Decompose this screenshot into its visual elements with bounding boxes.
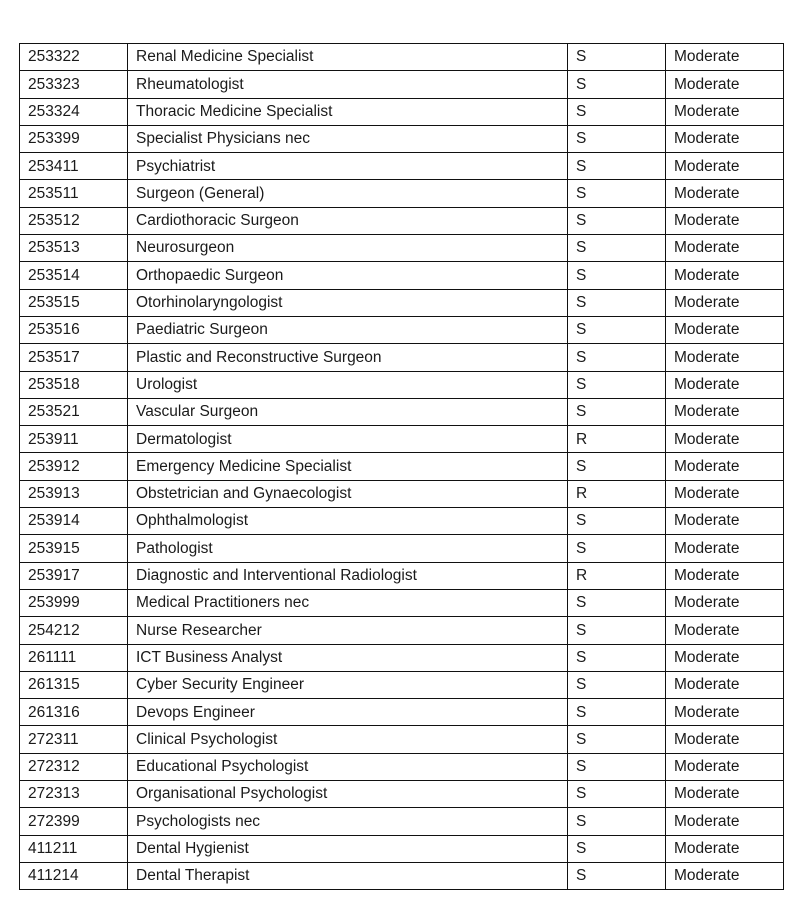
table-row [20,371,784,398]
occupation-name-cell: Psychologists nec [128,808,568,835]
table-row [20,71,784,98]
level-cell: Moderate [666,289,784,316]
occupation-code-cell: 272312 [20,753,128,780]
list-type-cell: S [568,180,666,207]
level-cell: Moderate [666,699,784,726]
list-type-cell: S [568,289,666,316]
list-type-cell: S [568,835,666,862]
occupation-name-cell: Devops Engineer [128,699,568,726]
level-cell: Moderate [666,508,784,535]
occupation-code-cell: 253517 [20,344,128,371]
occupation-name-cell: Urologist [128,371,568,398]
list-type-cell: S [568,699,666,726]
level-cell: Moderate [666,344,784,371]
level-cell: Moderate [666,671,784,698]
list-type-cell: R [568,480,666,507]
level-cell: Moderate [666,98,784,125]
list-type-cell: S [568,453,666,480]
occupation-name-cell: ICT Business Analyst [128,644,568,671]
list-type-cell: R [568,426,666,453]
table-row [20,153,784,180]
table-row [20,398,784,425]
level-cell: Moderate [666,180,784,207]
occupation-code-cell: 253912 [20,453,128,480]
occupation-name-cell: Vascular Surgeon [128,398,568,425]
level-cell: Moderate [666,235,784,262]
table-row [20,753,784,780]
occupation-name-cell: Medical Practitioners nec [128,589,568,616]
list-type-cell: S [568,644,666,671]
list-type-cell: S [568,98,666,125]
table-row [20,781,784,808]
level-cell: Moderate [666,480,784,507]
list-type-cell: S [568,44,666,71]
occupation-name-cell: Thoracic Medicine Specialist [128,98,568,125]
level-cell: Moderate [666,44,784,71]
list-type-cell: S [568,398,666,425]
occupation-name-cell: Educational Psychologist [128,753,568,780]
occupation-code-cell: 261316 [20,699,128,726]
table-row [20,726,784,753]
occupation-name-cell: Paediatric Surgeon [128,316,568,343]
level-cell: Moderate [666,808,784,835]
list-type-cell: S [568,535,666,562]
occupation-code-cell: 253324 [20,98,128,125]
occupation-code-cell: 253513 [20,235,128,262]
occupation-code-cell: 253913 [20,480,128,507]
table-row [20,508,784,535]
list-type-cell: S [568,125,666,152]
occupation-name-cell: Surgeon (General) [128,180,568,207]
list-type-cell: S [568,262,666,289]
occupation-name-cell: Ophthalmologist [128,508,568,535]
list-type-cell: S [568,617,666,644]
occupation-code-cell: 411211 [20,835,128,862]
occupation-code-cell: 253323 [20,71,128,98]
list-type-cell: S [568,862,666,889]
occupation-name-cell: Dental Therapist [128,862,568,889]
list-type-cell: S [568,344,666,371]
occupation-name-cell: Renal Medicine Specialist [128,44,568,71]
occupation-code-cell: 253915 [20,535,128,562]
table-row [20,617,784,644]
table-row [20,644,784,671]
list-type-cell: S [568,235,666,262]
occupation-code-cell: 253515 [20,289,128,316]
occupation-code-cell: 253521 [20,398,128,425]
table-row [20,453,784,480]
level-cell: Moderate [666,371,784,398]
level-cell: Moderate [666,262,784,289]
table-row [20,671,784,698]
table-row [20,862,784,889]
occupation-name-cell: Neurosurgeon [128,235,568,262]
list-type-cell: S [568,371,666,398]
level-cell: Moderate [666,644,784,671]
occupation-code-cell: 261111 [20,644,128,671]
occupation-name-cell: Orthopaedic Surgeon [128,262,568,289]
table-row [20,808,784,835]
occupation-table [19,43,784,890]
occupation-code-cell: 272313 [20,781,128,808]
occupation-code-cell: 272399 [20,808,128,835]
occupation-name-cell: Specialist Physicians nec [128,125,568,152]
level-cell: Moderate [666,453,784,480]
level-cell: Moderate [666,726,784,753]
level-cell: Moderate [666,589,784,616]
list-type-cell: S [568,153,666,180]
table-row [20,44,784,71]
level-cell: Moderate [666,426,784,453]
occupation-name-cell: Psychiatrist [128,153,568,180]
occupation-name-cell: Plastic and Reconstructive Surgeon [128,344,568,371]
list-type-cell: S [568,781,666,808]
occupation-code-cell: 261315 [20,671,128,698]
table-row [20,235,784,262]
level-cell: Moderate [666,398,784,425]
list-type-cell: S [568,671,666,698]
occupation-code-cell: 253999 [20,589,128,616]
table-row [20,125,784,152]
list-type-cell: S [568,808,666,835]
table-row [20,316,784,343]
level-cell: Moderate [666,71,784,98]
table-row [20,589,784,616]
level-cell: Moderate [666,125,784,152]
occupation-code-cell: 253914 [20,508,128,535]
table-row [20,480,784,507]
occupation-name-cell: Obstetrician and Gynaecologist [128,480,568,507]
occupation-code-cell: 253512 [20,207,128,234]
list-type-cell: S [568,71,666,98]
occupation-code-cell: 253322 [20,44,128,71]
occupation-code-cell: 253917 [20,562,128,589]
list-type-cell: S [568,753,666,780]
occupation-name-cell: Cyber Security Engineer [128,671,568,698]
occupation-code-cell: 253399 [20,125,128,152]
occupation-name-cell: Emergency Medicine Specialist [128,453,568,480]
occupation-code-cell: 272311 [20,726,128,753]
list-type-cell: S [568,207,666,234]
level-cell: Moderate [666,562,784,589]
occupation-name-cell: Diagnostic and Interventional Radiologist [128,562,568,589]
occupation-code-cell: 411214 [20,862,128,889]
occupation-code-cell: 253411 [20,153,128,180]
table-body [20,44,784,890]
occupation-code-cell: 253516 [20,316,128,343]
occupation-name-cell: Pathologist [128,535,568,562]
level-cell: Moderate [666,781,784,808]
occupation-name-cell: Dental Hygienist [128,835,568,862]
occupation-name-cell: Dermatologist [128,426,568,453]
level-cell: Moderate [666,153,784,180]
occupation-name-cell: Nurse Researcher [128,617,568,644]
occupation-name-cell: Otorhinolaryngologist [128,289,568,316]
occupation-code-cell: 253911 [20,426,128,453]
table-row [20,562,784,589]
table-row [20,426,784,453]
occupation-name-cell: Organisational Psychologist [128,781,568,808]
table-row [20,98,784,125]
level-cell: Moderate [666,316,784,343]
table-row [20,344,784,371]
table-row [20,699,784,726]
occupation-name-cell: Cardiothoracic Surgeon [128,207,568,234]
table-row [20,207,784,234]
table-row [20,289,784,316]
level-cell: Moderate [666,535,784,562]
table-row [20,180,784,207]
occupation-table-container [19,43,784,890]
occupation-name-cell: Clinical Psychologist [128,726,568,753]
level-cell: Moderate [666,617,784,644]
list-type-cell: R [568,562,666,589]
occupation-code-cell: 253514 [20,262,128,289]
list-type-cell: S [568,589,666,616]
table-row [20,835,784,862]
occupation-name-cell: Rheumatologist [128,71,568,98]
level-cell: Moderate [666,835,784,862]
level-cell: Moderate [666,207,784,234]
table-row [20,262,784,289]
occupation-code-cell: 254212 [20,617,128,644]
level-cell: Moderate [666,753,784,780]
level-cell: Moderate [666,862,784,889]
occupation-code-cell: 253518 [20,371,128,398]
list-type-cell: S [568,726,666,753]
list-type-cell: S [568,316,666,343]
table-row [20,535,784,562]
occupation-code-cell: 253511 [20,180,128,207]
list-type-cell: S [568,508,666,535]
